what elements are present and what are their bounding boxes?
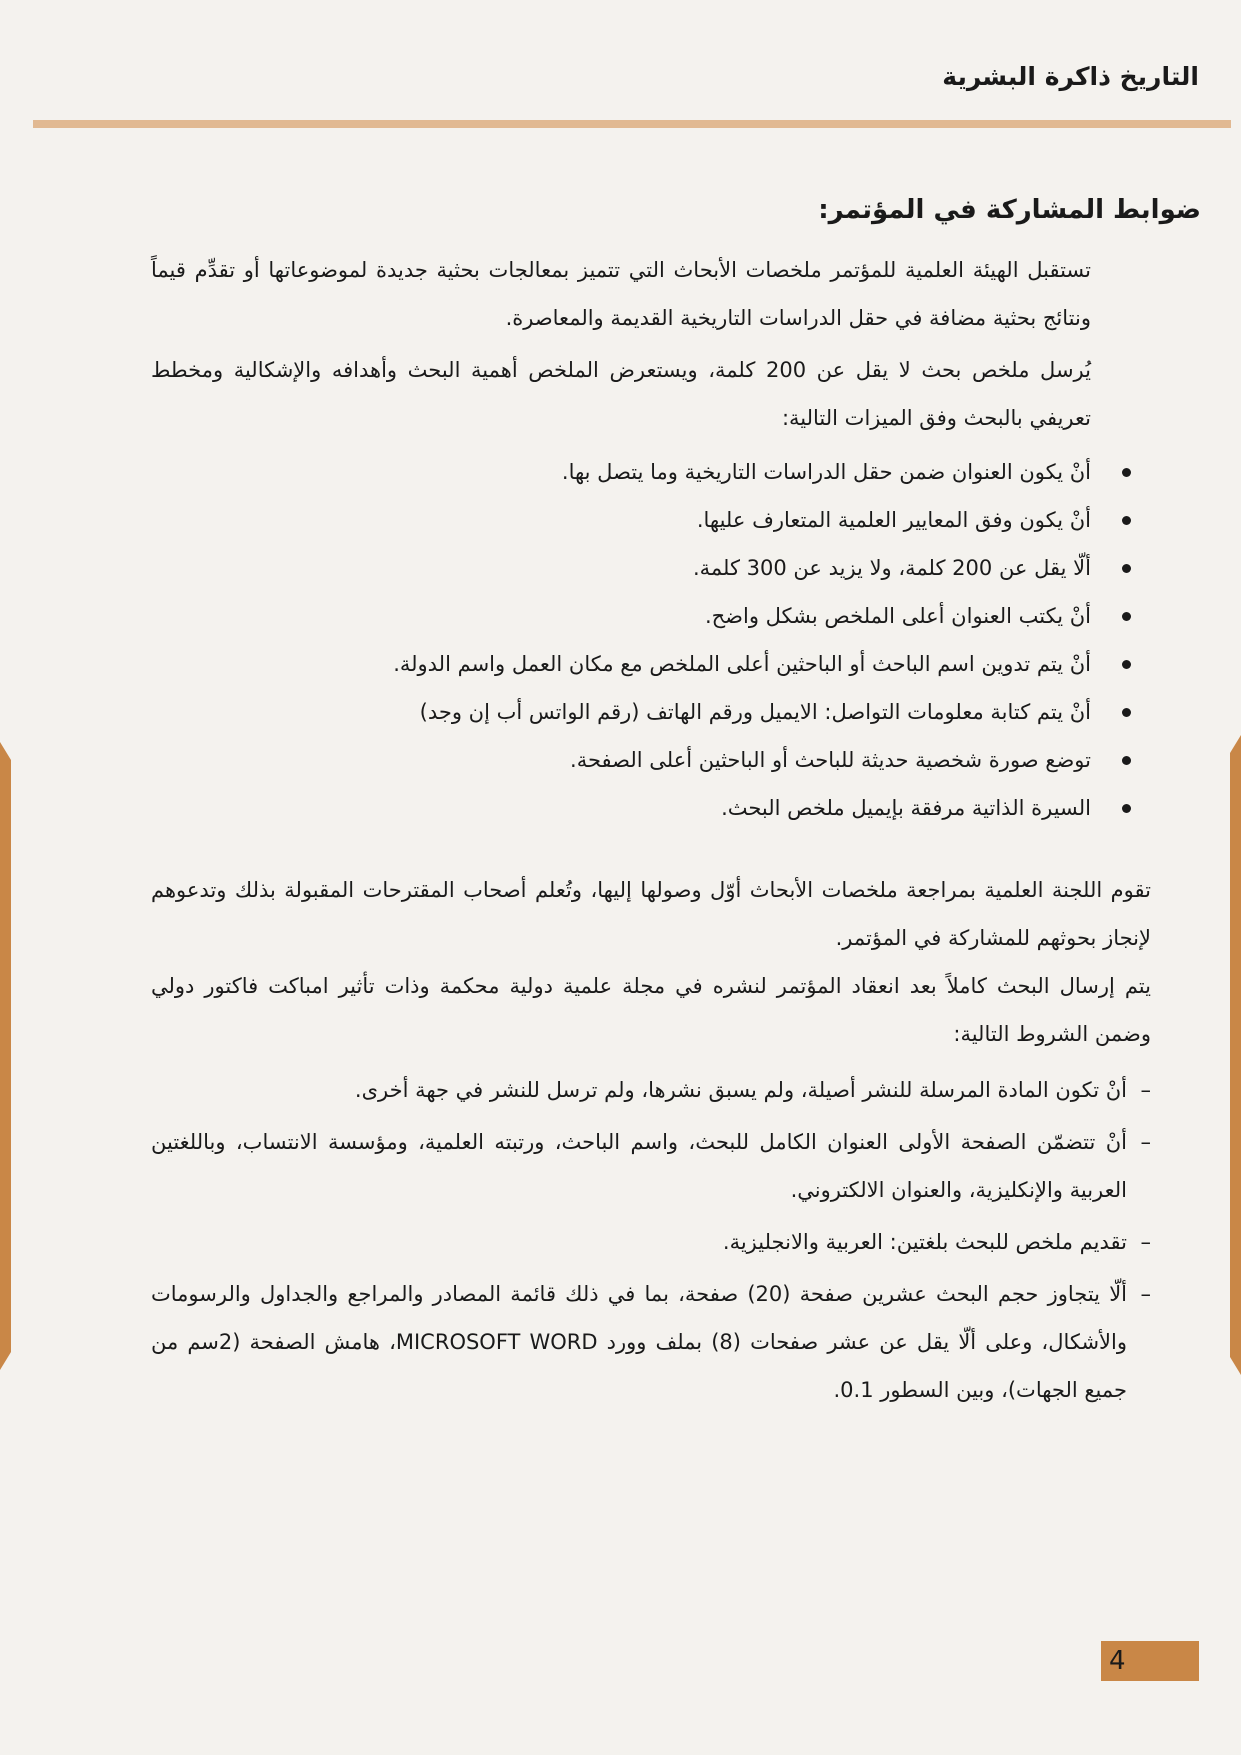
list-item <box>151 592 1151 640</box>
bullet-icon <box>1122 564 1131 573</box>
list-item <box>151 448 1151 496</box>
list-item <box>151 640 1151 688</box>
list-item <box>151 1270 1151 1414</box>
publication-conditions-list <box>151 1066 1151 1414</box>
dash-marker: – <box>1140 1282 1151 1306</box>
bullet-icon <box>1122 468 1131 477</box>
review-paragraph: تقوم اللجنة العلمية بمراجعة ملخصات الأبحاث أوّل وصولها إليها، وتُعلم أصحاب المقترحات المقبولة بذلك وتدعوهم لإنجاز بحوثهم للمشاركة في المؤتمر. <box>151 878 1151 950</box>
header-divider <box>33 120 1231 128</box>
page-number-badge: 4 <box>1101 1641 1199 1681</box>
section-heading: ضوابط المشاركة في المؤتمر: <box>818 195 1201 225</box>
bullet-icon <box>1122 516 1131 525</box>
left-edge-decoration <box>0 742 11 1370</box>
list-item <box>151 784 1151 832</box>
list-item-text: السيرة الذاتية مرفقة بإيميل ملخص البحث. <box>721 796 1091 820</box>
abstract-intro-paragraph: يُرسل ملخص بحث لا يقل عن 200 كلمة، ويستعرض الملخص أهمية البحث وأهدافه والإشكالية ومخطط تعريفي بالبحث وفق الميزات التالية: <box>151 358 1091 430</box>
abstract-requirements-list <box>151 448 1151 832</box>
list-item-text: أنْ يكون العنوان ضمن حقل الدراسات التاريخية وما يتصل بها. <box>561 460 1091 484</box>
bullet-icon <box>1122 660 1131 669</box>
list-item-text: أنْ يكون وفق المعايير العلمية المتعارف عليها. <box>696 508 1091 532</box>
list-item-text: أنْ تتضمّن الصفحة الأولى العنوان الكامل للبحث، واسم الباحث، ورتبته العلمية، ومؤسسة الانتساب، وباللغتين العربية والإنكليزية، والعنوان الالكتروني. <box>151 1130 1127 1202</box>
right-edge-decoration <box>1230 735 1241 1375</box>
bullet-icon <box>1122 804 1131 813</box>
intro-paragraph: تستقبل الهيئة العلمية للمؤتمر ملخصات الأبحاث التي تتميز بمعالجات بحثية جديدة لموضوعاتها أو تقدِّم قيماً ونتائج بحثية مضافة في حقل الدراسات التاريخية القديمة والمعاصرة. <box>151 258 1091 330</box>
list-item-text: أنْ يتم كتابة معلومات التواصل: الايميل ورقم الهاتف (رقم الواتس أب إن وجد) <box>419 700 1091 724</box>
list-item <box>151 544 1151 592</box>
list-item-text: أنْ يكتب العنوان أعلى الملخص بشكل واضح. <box>704 604 1091 628</box>
dash-marker: – <box>1140 1078 1151 1102</box>
bullet-icon <box>1122 756 1131 765</box>
list-item-text: ألّا يتجاوز حجم البحث عشرين صفحة (20) صفحة، بما في ذلك قائمة المصادر والمراجع والجداول والرسومات والأشكال، وعلى ألّا يقل عن عشر صفحات (8) بملف وورد MICROSOFT WORD، هامش الصفحة (2سم من جميع الجهات)، وبين السطور 0.1. <box>151 1282 1128 1402</box>
list-item <box>151 1218 1151 1266</box>
list-item-text: أنْ تكون المادة المرسلة للنشر أصيلة، ولم يسبق نشرها، ولم ترسل للنشر في جهة أخرى. <box>354 1078 1127 1102</box>
page-content <box>151 186 1201 1418</box>
bullet-icon <box>1122 612 1131 621</box>
dash-marker: – <box>1140 1230 1151 1254</box>
list-item <box>151 736 1151 784</box>
list-item <box>151 1066 1151 1114</box>
list-item-text: توضع صورة شخصية حديثة للباحث أو الباحثين أعلى الصفحة. <box>570 748 1091 772</box>
bullet-icon <box>1122 708 1131 717</box>
list-item <box>151 496 1151 544</box>
list-item-text: أنْ يتم تدوين اسم الباحث أو الباحثين أعلى الملخص مع مكان العمل واسم الدولة. <box>393 652 1091 676</box>
publication-paragraph: يتم إرسال البحث كاملاً بعد انعقاد المؤتمر لنشره في مجلة علمية دولية محكمة وذات تأثير امباكت فاكتور دولي وضمن الشروط التالية: <box>151 974 1151 1046</box>
list-item-text: ألّا يقل عن 200 كلمة، ولا يزيد عن 300 كلمة. <box>692 556 1091 580</box>
list-item <box>151 688 1151 736</box>
dash-marker: – <box>1140 1130 1151 1154</box>
list-item <box>151 1118 1151 1214</box>
header-title: التاريخ ذاكرة البشرية <box>942 62 1199 91</box>
list-item-text: تقديم ملخص للبحث بلغتين: العربية والانجليزية. <box>722 1230 1127 1254</box>
